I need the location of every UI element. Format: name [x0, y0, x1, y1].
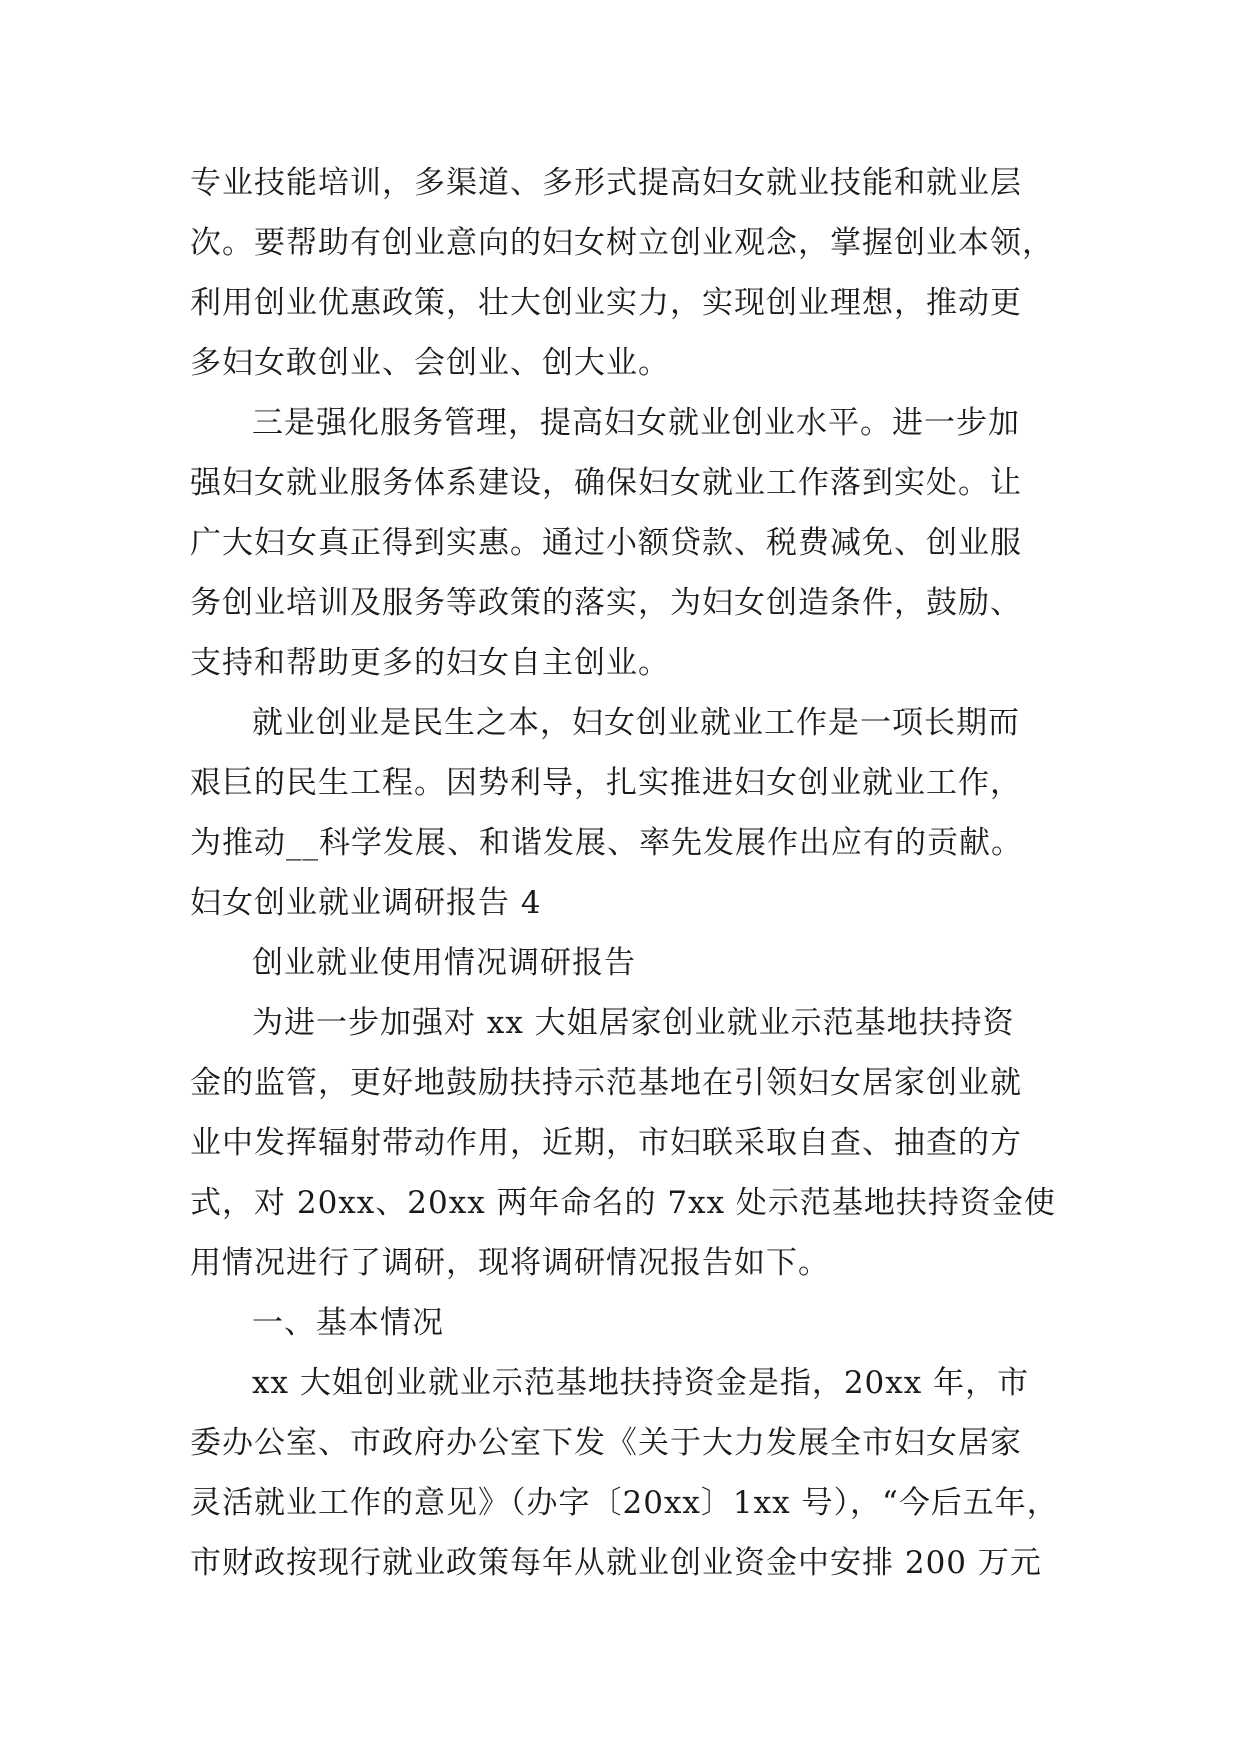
- text-line: 利用创业优惠政策，壮大创业实力，实现创业理想，推动更: [190, 285, 1022, 321]
- text-line: 务创业培训及服务等政策的落实，为妇女创造条件，鼓励、: [190, 585, 1022, 621]
- text-line: 强妇女就业服务体系建设，确保妇女就业工作落到实处。让: [190, 465, 1022, 501]
- text-line: 金的监管，更好地鼓励扶持示范基地在引领妇女居家创业就: [190, 1065, 1022, 1101]
- text-line: 广大妇女真正得到实惠。通过小额贷款、税费减免、创业服: [190, 525, 1022, 561]
- paragraph-first-line: 为进一步加强对 xx 大姐居家创业就业示范基地扶持资: [252, 1005, 1015, 1041]
- text-line: 灵活就业工作的意见》（办字〔20xx〕1xx 号），“今后五年，: [190, 1485, 1059, 1521]
- text-line: 支持和帮助更多的妇女自主创业。: [190, 645, 670, 681]
- text-line: 式，对 20xx、20xx 两年命名的 7xx 处示范基地扶持资金使: [190, 1185, 1056, 1221]
- text-line: 多妇女敢创业、会创业、创大业。: [190, 345, 670, 381]
- text-line: 用情况进行了调研，现将调研情况报告如下。: [190, 1245, 830, 1281]
- document-body: [190, 153, 1070, 1593]
- subsection-heading: 一、基本情况: [252, 1305, 444, 1341]
- text-line: 业中发挥辐射带动作用，近期，市妇联采取自查、抽查的方: [190, 1125, 1022, 1161]
- text-line: 委办公室、市政府办公室下发《关于大力发展全市妇女居家: [190, 1425, 1022, 1461]
- text-line: 市财政按现行就业政策每年从就业创业资金中安排 200 万元: [190, 1545, 1042, 1581]
- paragraph-first-line: 三是强化服务管理，提高妇女就业创业水平。进一步加: [252, 405, 1020, 441]
- text-line: 次。要帮助有创业意向的妇女树立创业观念，掌握创业本领，: [190, 225, 1054, 261]
- section-heading: 妇女创业就业调研报告 4: [190, 885, 542, 921]
- paragraph-first-line: 就业创业是民生之本，妇女创业就业工作是一项长期而: [252, 705, 1020, 741]
- report-title: 创业就业使用情况调研报告: [252, 945, 636, 981]
- text-line: 艰巨的民生工程。因势利导，扎实推进妇女创业就业工作，: [190, 765, 1022, 801]
- text-line: 为推动__科学发展、和谐发展、率先发展作出应有的贡献。: [190, 825, 1023, 861]
- paragraph-first-line: xx 大姐创业就业示范基地扶持资金是指，20xx 年，市: [252, 1365, 1030, 1401]
- text-line: 专业技能培训，多渠道、多形式提高妇女就业技能和就业层: [190, 165, 1022, 201]
